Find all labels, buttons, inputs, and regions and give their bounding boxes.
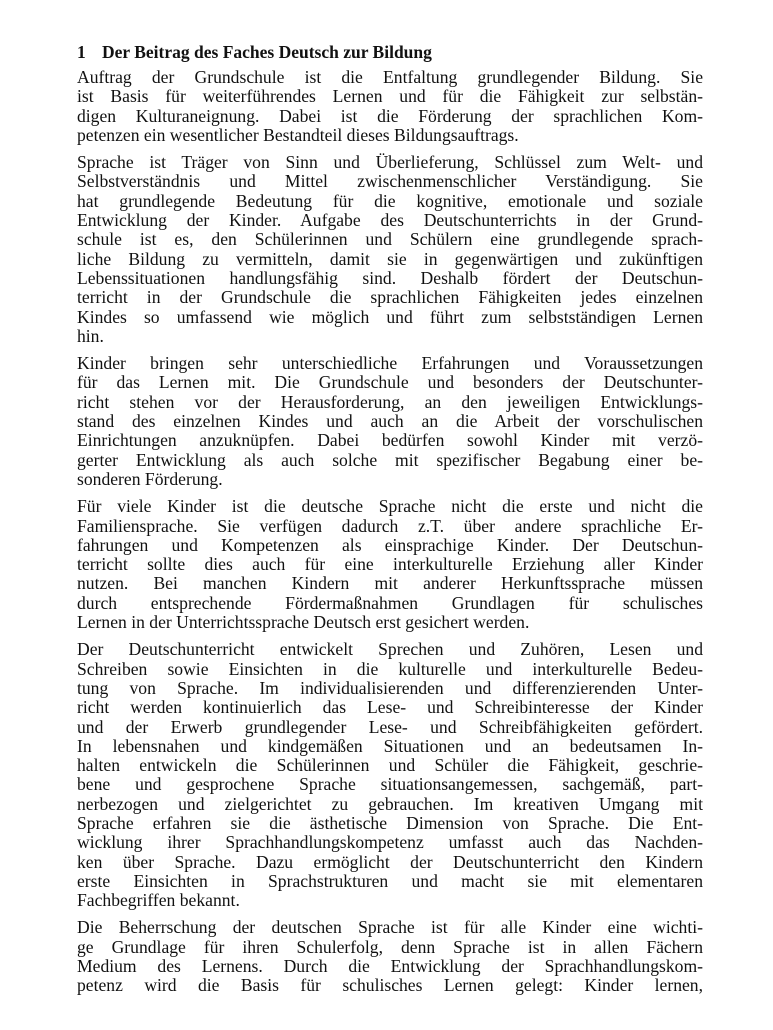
text-line: nutzen. Bei manchen Kindern mit anderer Herkunftssprache müssen bbox=[77, 573, 703, 594]
text-line: wicklung ihrer Sprachhandlungskompetenz umfasst auch das Nachden- bbox=[77, 832, 703, 853]
text-line: Kinder bringen sehr unterschiedliche Erfahrungen und Voraussetzungen bbox=[77, 353, 703, 374]
text-line: durch entsprechende Fördermaßnahmen Grundlagen für schulisches bbox=[77, 592, 703, 613]
text-line: Sprache erfahren sie die ästhetische Dimension von Sprache. Die Ent- bbox=[77, 812, 703, 833]
text-line: fahrungen und Kompetenzen als einsprachige Kinder. Der Deutschun- bbox=[77, 534, 703, 555]
paragraph bbox=[77, 68, 703, 145]
text-line: nerbezogen und zielgerichtet zu gebrauchen. Im kreativen Umgang mit bbox=[77, 793, 703, 814]
text-line: Familiensprache. Sie verfügen dadurch z.T. über andere sprachliche Er- bbox=[77, 515, 703, 536]
text-line: Sprache ist Träger von Sinn und Überlieferung, Schlüssel zum Welt- und bbox=[77, 152, 703, 173]
text-line: terricht in der Grundschule die sprachlichen Fähigkeiten jedes einzelnen bbox=[77, 287, 703, 308]
text-line: richt werden kontinuierlich das Lese- und Schreibinteresse der Kinder bbox=[77, 697, 703, 718]
text-line: richt stehen vor der Herausforderung, an den jeweiligen Entwicklungs- bbox=[77, 391, 703, 412]
paragraph bbox=[77, 497, 703, 632]
text-line: hat grundlegende Bedeutung für die kognitive, emotionale und soziale bbox=[77, 190, 703, 211]
text-line: stand des einzelnen Kindes und auch an die Arbeit der vorschulischen bbox=[77, 411, 703, 432]
paragraph bbox=[77, 354, 703, 489]
text-line: Kindes so umfassend wie möglich und führt zum selbstständigen Lernen bbox=[77, 306, 703, 327]
text-line: petenz wird die Basis für schulisches Lernen gelegt: Kinder lernen, bbox=[77, 975, 703, 996]
text-line: sonderen Förderung. bbox=[77, 468, 223, 489]
section-title: Der Beitrag des Faches Deutsch zur Bildung bbox=[102, 42, 432, 62]
text-line: bene und gesprochene Sprache situationsangemessen, sachgemäß, part- bbox=[77, 774, 703, 795]
text-line: Selbstverständnis und Mittel zwischenmenschlicher Verständigung. Sie bbox=[77, 171, 703, 192]
text-line: ist Basis für weiterführendes Lernen und für die Fähigkeit zur selbstän- bbox=[77, 86, 703, 107]
text-line: petenzen ein wesentlicher Bestandteil dieses Bildungsauftrags. bbox=[77, 124, 519, 145]
text-line: Für viele Kinder ist die deutsche Sprache nicht die erste und nicht die bbox=[77, 496, 703, 517]
body-text bbox=[77, 68, 703, 996]
text-line: digen Kulturaneignung. Dabei ist die Förderung der sprachlichen Kom- bbox=[77, 105, 703, 126]
text-line: Entwicklung der Kinder. Aufgabe des Deutschunterrichts in der Grund- bbox=[77, 210, 703, 231]
text-line: halten entwickeln die Schülerinnen und Schüler die Fähigkeit, geschrie- bbox=[77, 755, 703, 776]
section-number: 1 bbox=[77, 42, 86, 62]
paragraph bbox=[77, 640, 703, 910]
text-line: Lernen in der Unterrichtssprache Deutsch erst gesichert werden. bbox=[77, 612, 530, 633]
document-page bbox=[77, 40, 703, 1004]
text-line: ken über Sprache. Dazu ermöglicht der Deutschunterricht den Kindern bbox=[77, 851, 703, 872]
text-line: liche Bildung zu vermitteln, damit sie in gegenwärtigen und zukünftigen bbox=[77, 248, 703, 269]
text-line: gerter Entwicklung als auch solche mit spezifischer Begabung einer be- bbox=[77, 449, 703, 470]
text-line: und der Erwerb grundlegender Lese- und Schreibfähigkeiten gefördert. bbox=[77, 716, 703, 737]
text-line: Einrichtungen anzuknüpfen. Dabei bedürfen sowohl Kinder mit verzö- bbox=[77, 430, 703, 451]
text-line: erste Einsichten in Sprachstrukturen und macht sie mit elementaren bbox=[77, 870, 703, 891]
text-line: für das Lernen mit. Die Grundschule und besonders der Deutschunter- bbox=[77, 372, 703, 393]
section-heading bbox=[77, 40, 703, 64]
text-line: Auftrag der Grundschule ist die Entfaltung grundlegender Bildung. Sie bbox=[77, 67, 703, 87]
paragraph bbox=[77, 918, 703, 995]
paragraph bbox=[77, 153, 703, 346]
text-line: schule ist es, den Schülerinnen und Schülern eine grundlegende sprach- bbox=[77, 229, 703, 250]
text-line: ge Grundlage für ihren Schulerfolg, denn Sprache ist in allen Fächern bbox=[77, 936, 703, 957]
text-line: Medium des Lernens. Durch die Entwicklung der Sprachhandlungskom- bbox=[77, 956, 703, 977]
text-line: Der Deutschunterricht entwickelt Sprechen und Zuhören, Lesen und bbox=[77, 639, 703, 660]
text-line: Schreiben sowie Einsichten in die kulturelle und interkulturelle Bedeu- bbox=[77, 658, 703, 679]
text-line: Die Beherrschung der deutschen Sprache ist für alle Kinder eine wichti- bbox=[77, 917, 703, 938]
text-line: tung von Sprache. Im individualisierenden und differenzierenden Unter- bbox=[77, 677, 703, 698]
text-line: hin. bbox=[77, 325, 104, 346]
text-line: Fachbegriffen bekannt. bbox=[77, 890, 240, 911]
text-line: In lebensnahen und kindgemäßen Situationen und an bedeutsamen In- bbox=[77, 735, 703, 756]
text-line: Lebenssituationen handlungsfähig sind. Deshalb fördert der Deutschun- bbox=[77, 267, 703, 288]
text-line: terricht sollte dies auch für eine interkulturelle Erziehung aller Kinder bbox=[77, 554, 703, 575]
